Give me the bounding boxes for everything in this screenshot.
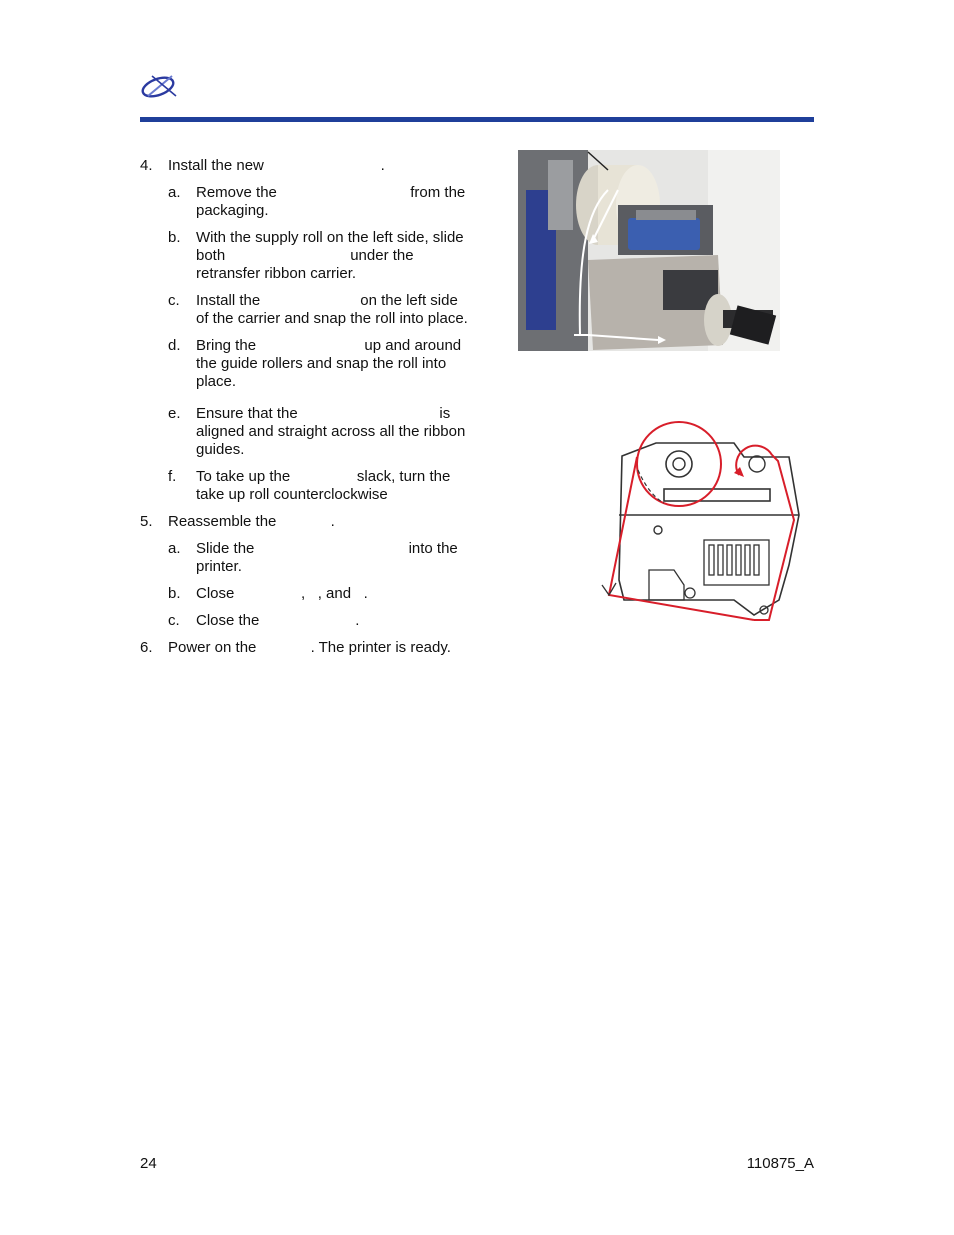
step-text: Install the on the left side of the carrier and snap the roll into place. xyxy=(196,292,468,327)
step-number: 5. xyxy=(140,513,153,530)
step-4b xyxy=(140,229,470,283)
step-text: Install the new . xyxy=(168,157,385,174)
step-text: Reassemble the . xyxy=(168,513,335,530)
ribbon-path-diagram xyxy=(594,415,804,637)
step-5a xyxy=(140,540,470,576)
step-number: a. xyxy=(168,184,181,201)
page-number: 24 xyxy=(140,1155,157,1172)
instructions xyxy=(140,148,470,657)
header-rule xyxy=(140,117,814,122)
step-number: 6. xyxy=(140,639,153,656)
step-4 xyxy=(140,157,470,175)
step-number: b. xyxy=(168,229,181,246)
step-number: f. xyxy=(168,468,177,485)
step-text: With the supply roll on the left side, slide both under the retransfer ribbon carrier. xyxy=(196,229,464,282)
step-text: To take up the slack, turn the take up roll counterclockwise xyxy=(196,468,451,503)
step-text: Power on the . The printer is ready. xyxy=(168,639,451,656)
step-text: Bring the up and around the guide rollers and snap the roll into place. xyxy=(196,337,462,390)
step-text: Close , , and . xyxy=(196,585,368,602)
step-4a xyxy=(140,184,470,220)
step-text: Ensure that the is aligned and straight across all the ribbon guides. xyxy=(196,405,466,458)
brand-logo-icon xyxy=(138,72,180,100)
step-number: e. xyxy=(168,405,181,422)
step-number: c. xyxy=(168,292,180,309)
step-5c xyxy=(140,612,470,630)
step-5 xyxy=(140,513,470,531)
step-number: 4. xyxy=(140,157,153,174)
document-id: 110875_A xyxy=(746,1155,814,1172)
ribbon-carrier-photo xyxy=(518,150,780,351)
step-4c xyxy=(140,292,470,328)
step-text: Remove the from the packaging. xyxy=(196,184,466,219)
step-4d xyxy=(140,337,470,391)
step-number: b. xyxy=(168,585,181,602)
step-number: d. xyxy=(168,337,181,354)
step-text: Slide the into the printer. xyxy=(196,540,458,575)
step-5b xyxy=(140,585,470,603)
step-4f xyxy=(140,468,470,504)
step-6 xyxy=(140,639,470,657)
step-4e xyxy=(140,405,470,459)
step-number: a. xyxy=(168,540,181,557)
step-number: c. xyxy=(168,612,180,629)
step-text: Close the . xyxy=(196,612,360,629)
